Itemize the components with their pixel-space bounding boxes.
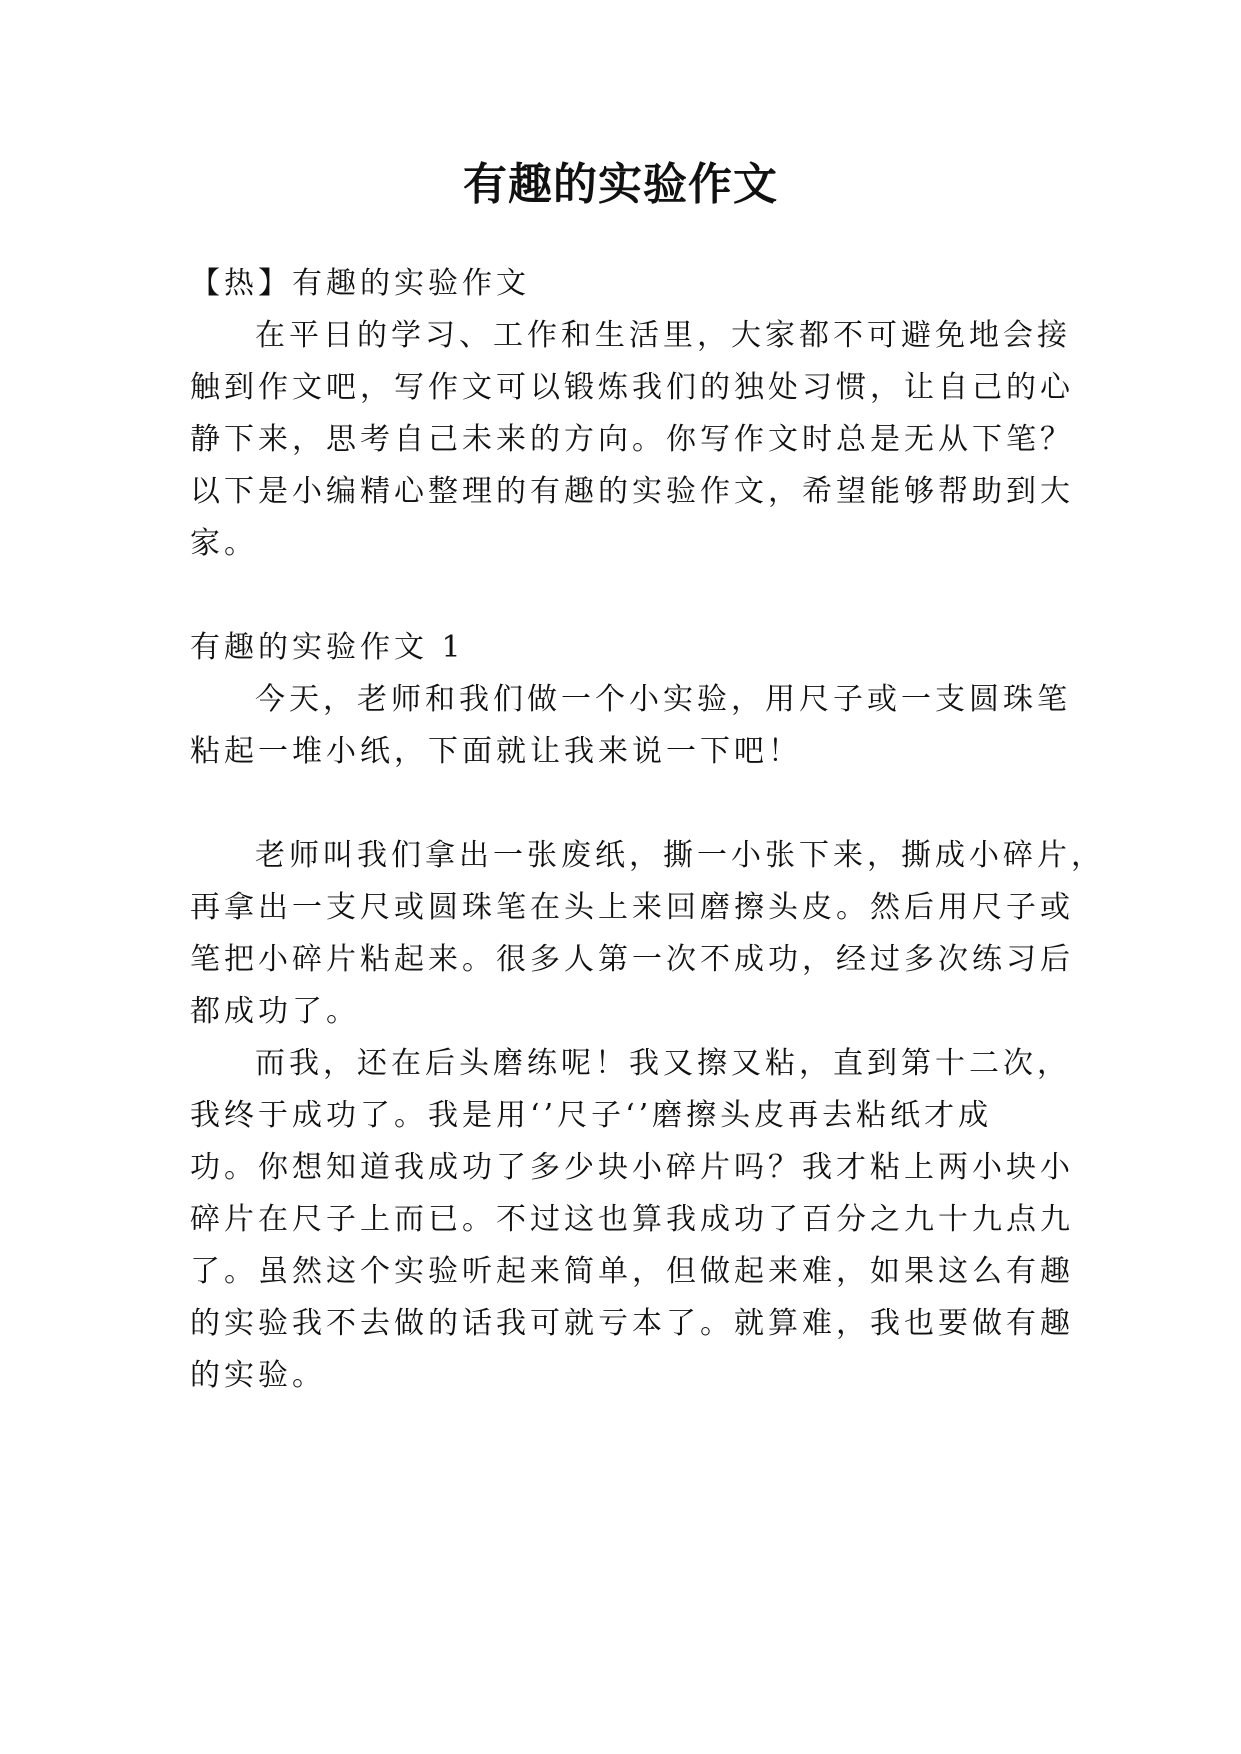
- paragraph-line: 的实验。: [190, 1358, 326, 1393]
- paragraph-line: 粘起一堆小纸，下面就让我来说一下吧！: [190, 734, 802, 769]
- section-title: 有趣的实验作文 1: [190, 630, 465, 665]
- paragraph-line: 都成功了。: [190, 994, 360, 1029]
- paragraph-line: 功。你想知道我成功了多少块小碎片吗？我才粘上两小块小: [190, 1150, 1074, 1185]
- intro-line: 家。: [190, 526, 258, 561]
- paragraph-line: 碎片在尺子上而已。不过这也算我成功了百分之九十九点九: [190, 1202, 1074, 1237]
- paragraph-line: 的实验我不去做的话我可就亏本了。就算难，我也要做有趣: [190, 1306, 1074, 1341]
- paragraph-line: 我终于成功了。我是用‘’尺子‘’磨擦头皮再去粘纸才成: [190, 1098, 993, 1133]
- intro-line: 以下是小编精心整理的有趣的实验作文，希望能够帮助到大: [190, 474, 1074, 509]
- paragraph-line: 笔把小碎片粘起来。很多人第一次不成功，经过多次练习后: [190, 942, 1074, 977]
- paragraph-line: 了。虽然这个实验听起来简单，但做起来难，如果这么有趣: [190, 1254, 1074, 1289]
- intro-line: 在平日的学习、工作和生活里，大家都不可避免地会接: [255, 318, 1071, 353]
- article-heading: 【热】有趣的实验作文: [190, 266, 530, 301]
- paragraph-line: 今天，老师和我们做一个小实验，用尺子或一支圆珠笔: [255, 682, 1071, 717]
- document-title: 有趣的实验作文: [463, 159, 778, 210]
- intro-line: 触到作文吧，写作文可以锻炼我们的独处习惯，让自己的心: [190, 370, 1074, 405]
- paragraph-line: 老师叫我们拿出一张废纸，撕一小张下来，撕成小碎片，: [255, 838, 1105, 873]
- paragraph-line: 再拿出一支尺或圆珠笔在头上来回磨擦头皮。然后用尺子或: [190, 890, 1074, 925]
- intro-line: 静下来，思考自己未来的方向。你写作文时总是无从下笔？: [190, 422, 1074, 457]
- paragraph-line: 而我，还在后头磨练呢！我又擦又粘，直到第十二次，: [255, 1046, 1071, 1081]
